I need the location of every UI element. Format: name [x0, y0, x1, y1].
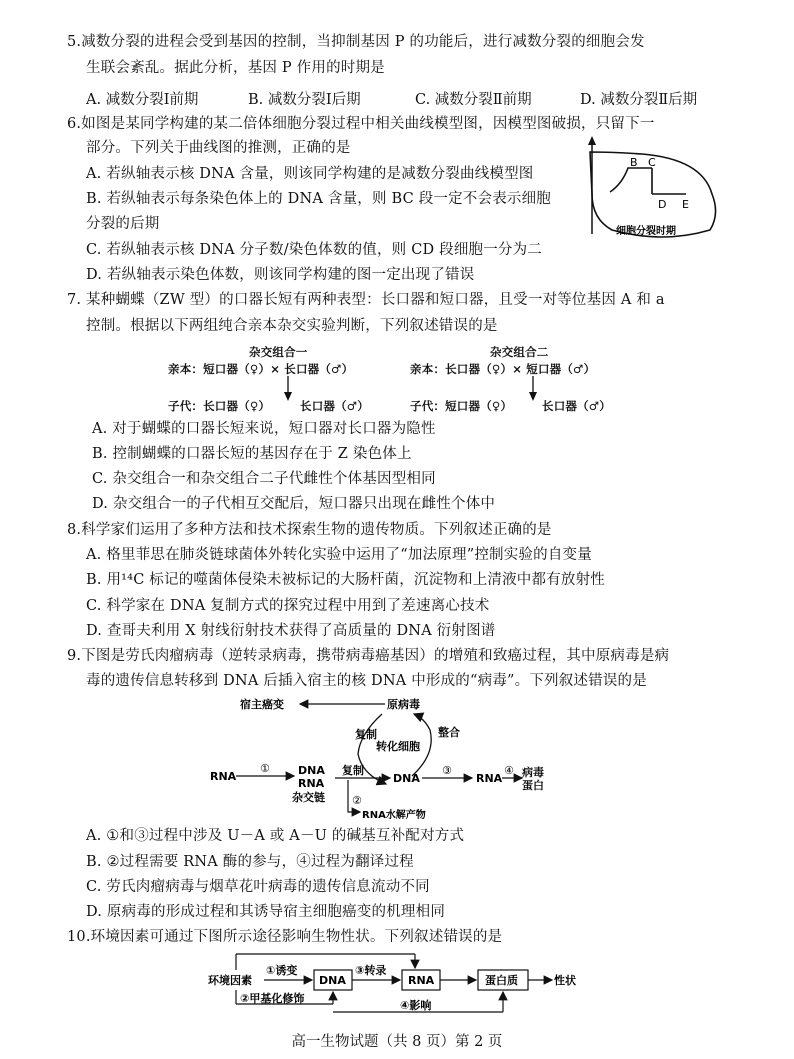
q5-option-b: B. 减数分裂Ⅰ后期: [248, 92, 361, 108]
q10-stem: 10.环境因素可通过下图所示途径影响生物性状。下列叙述错误的是: [67, 929, 503, 945]
q9-step-2: ②: [352, 794, 362, 807]
q9-rna-hydrolysis: RNA水解产物: [362, 810, 426, 821]
q6-x-axis-label: 细胞分裂时期: [616, 226, 676, 237]
q9-dna: DNA: [393, 772, 420, 785]
q7-cross2-arrow: [528, 376, 538, 402]
q9-copy-label: 复制: [342, 764, 364, 777]
q9-option-d: D. 原病毒的形成过程和其诱导宿主细胞癌变的机理相同: [86, 904, 446, 920]
q10-dna: DNA: [319, 974, 346, 987]
q10-affect: ④影响: [400, 999, 432, 1012]
q6-stem-line2: 部分。下列关于曲线图的推测，正确的是: [86, 140, 351, 156]
q5-stem-line2: 生联会紊乱。据此分析，基因 P 作用的时期是: [86, 60, 385, 76]
q10-transcription: ③转录: [355, 964, 387, 977]
q9-dna-strand: DNA: [298, 764, 325, 777]
q9-stem-line1: 9.下图是劳氏肉瘤病毒（逆转录病毒，携带病毒癌基因）的增殖和致癌过程，其中原病毒是病: [67, 648, 670, 664]
q7-cross2-title: 杂交组合二: [490, 345, 549, 359]
q8-option-a: A. 格里菲思在肺炎链球菌体外转化实验中运用了“加法原理”控制实验的自变量: [86, 547, 592, 563]
q8-stem: 8.科学家们运用了多种方法和技术探索生物的遗传物质。下列叙述正确的是: [67, 522, 552, 538]
q7-cross1-title: 杂交组合一: [249, 345, 308, 359]
q9-virus-protein: 病毒蛋白: [522, 766, 544, 792]
q7-option-c: C. 杂交组合一和杂交组合二子代雌性个体基因型相同: [92, 471, 436, 487]
q6-label-d: D: [658, 198, 667, 211]
q7-option-a: A. 对于蝴蝶的口器长短来说，短口器对长口器为隐性: [92, 421, 436, 437]
q7-cross2-parents: 亲本：长口器（♀）× 短口器（♂）: [410, 362, 596, 376]
q6-stem-line1: 6.如图是某同学构建的某二倍体细胞分裂过程中相关曲线模型图，因模型图破损，只留下一: [67, 116, 655, 132]
page-footer: 高一生物试题（共 8 页）第 2 页: [291, 1034, 503, 1050]
q7-cross2-offspring-female: 子代：短口器（♀）: [410, 399, 513, 413]
q9-host-cancer: 宿主癌变: [240, 698, 284, 711]
q9-provirus: 原病毒: [387, 698, 420, 711]
q9-transformed-cell: 转化细胞: [376, 740, 420, 753]
q5-option-c: C. 减数分裂Ⅱ前期: [415, 92, 532, 108]
q6-option-d: D. 若纵轴表示染色体数，则该同学构建的图一定出现了错误: [86, 267, 475, 283]
q6-label-b: B: [630, 156, 638, 169]
q7-stem-line2: 控制。根据以下两组纯合亲本杂交实验判断，下列叙述错误的是: [86, 318, 498, 334]
q9-step-1: ①: [260, 762, 270, 775]
q9-option-c: C. 劳氏肉瘤病毒与烟草花叶病毒的遗传信息流动不同: [86, 879, 430, 895]
q9-option-a: A. ①和③过程中涉及 U－A 或 A－U 的碱基互补配对方式: [86, 828, 465, 844]
q6-option-b-line2: 分裂的后期: [86, 216, 160, 232]
q9-option-b: B. ②过程需要 RNA 酶的参与，④过程为翻译过程: [86, 854, 414, 870]
q9-virus-diagram: [200, 694, 560, 824]
q7-cross1-parents: 亲本：短口器（♀）× 长口器（♂）: [168, 362, 354, 376]
q7-option-d: D. 杂交组合一的子代相互交配后，短口器只出现在雌性个体中: [92, 496, 496, 512]
q9-rna-2: RNA: [476, 772, 503, 785]
q10-methylation: ②甲基化修饰: [240, 992, 305, 1005]
q6-option-c: C. 若纵轴表示核 DNA 分子数/染色体数的值，则 CD 段细胞一分为二: [86, 242, 543, 258]
q8-option-c: C. 科学家在 DNA 复制方式的探究过程中用到了差速离心技术: [86, 598, 490, 614]
q8-option-d: D. 查哥夫利用 X 射线衍射技术获得了高质量的 DNA 衍射图谱: [86, 623, 496, 639]
q5-option-a: A. 减数分裂Ⅰ前期: [86, 92, 199, 108]
q9-step-3: ③: [442, 764, 452, 777]
q6-label-e: E: [682, 198, 689, 211]
q9-stem-line2: 毒的遗传信息转移到 DNA 后插入宿主的核 DNA 中形成的“病毒”。下列叙述错误的是: [86, 673, 647, 689]
q10-pathway-diagram: [200, 952, 600, 1014]
q5-option-d: D. 减数分裂Ⅱ后期: [580, 92, 698, 108]
q10-mutation: ①诱变: [266, 964, 298, 977]
q9-rna-strand: RNA: [298, 777, 325, 790]
q5-stem-line1: 5.减数分裂的进程会受到基因的控制，当抑制基因 P 的功能后，进行减数分裂的细胞会发: [67, 34, 645, 50]
q7-cross1-offspring-male: 长口器（♂）: [300, 399, 370, 413]
q9-rna: RNA: [210, 770, 237, 783]
q10-rna: RNA: [408, 974, 435, 987]
q6-option-a: A. 若纵轴表示核 DNA 含量，则该同学构建的是减数分裂曲线模型图: [86, 166, 534, 182]
q6-curve-figure: [582, 134, 722, 246]
q10-trait: 性状: [554, 974, 576, 987]
q6-label-c: C: [648, 156, 656, 169]
q8-option-b: B. 用¹⁴C 标记的噬菌体侵染未被标记的大肠杆菌，沉淀物和上清液中都有放射性: [86, 572, 605, 588]
q9-integrate-label: 整合: [438, 726, 460, 739]
q6-option-b-line1: B. 若纵轴表示每条染色体上的 DNA 含量，则 BC 段一定不会表示细胞: [86, 191, 552, 207]
q9-step-4: ④: [504, 764, 514, 777]
q7-cross1-offspring-female: 子代：长口器（♀）: [168, 399, 271, 413]
q9-replicate-label: 复制: [355, 728, 377, 741]
q7-stem-line1: 7. 某种蝴蝶（ZW 型）的口器长短有两种表型：长口器和短口器，且受一对等位基因 A 和 a: [67, 292, 665, 308]
q7-option-b: B. 控制蝴蝶的口器长短的基因存在于 Z 染色体上: [92, 446, 412, 462]
q9-hybrid-strand: 杂交链: [292, 791, 325, 804]
q7-cross1-arrow: [283, 376, 293, 402]
q7-cross2-offspring-male: 长口器（♂）: [542, 399, 612, 413]
q10-protein: 蛋白质: [485, 974, 518, 987]
q10-environment: 环境因素: [208, 974, 252, 987]
